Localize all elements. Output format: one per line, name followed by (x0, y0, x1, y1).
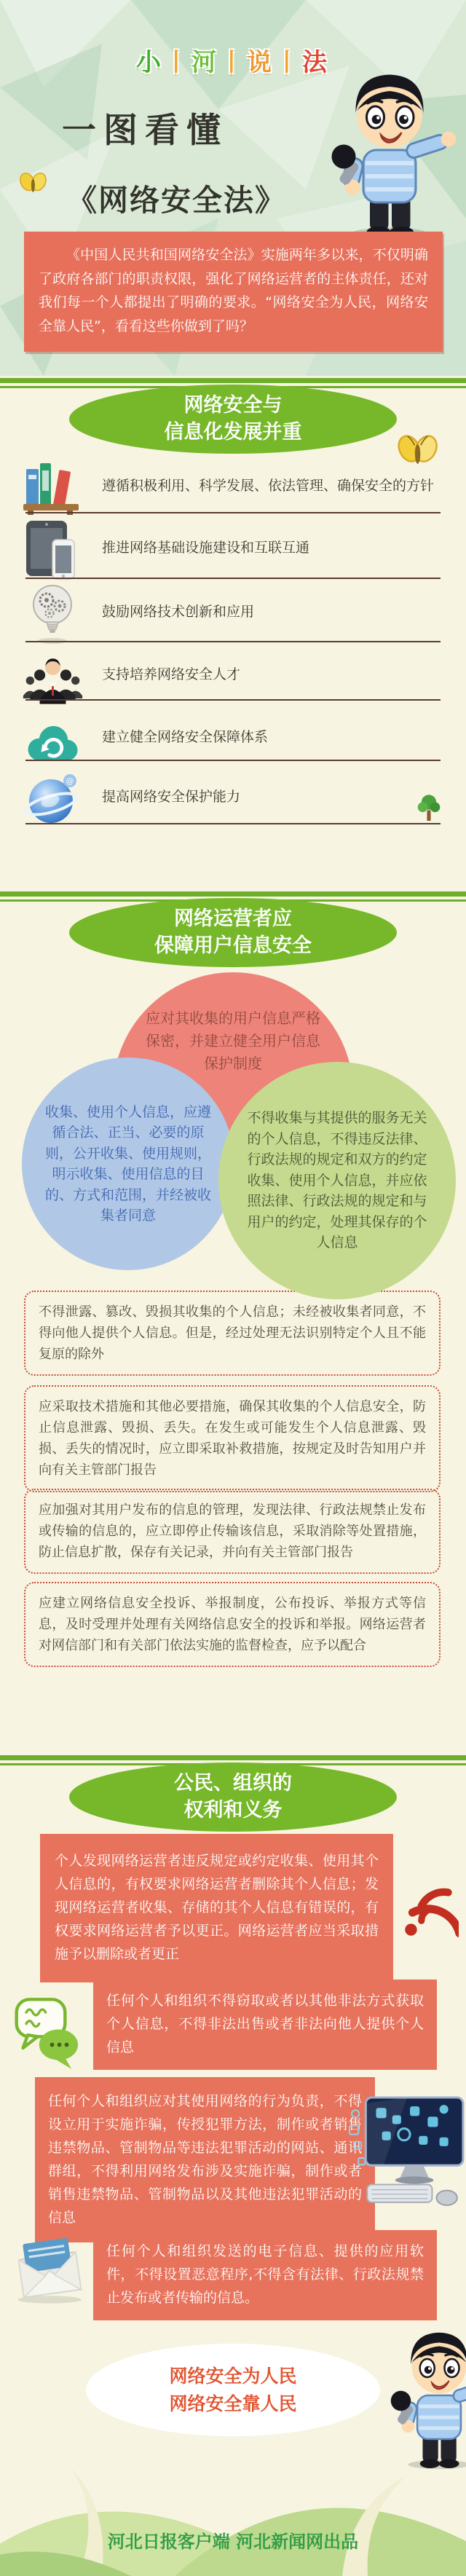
intro-paragraph-box (24, 232, 443, 352)
citizen-duty-box: 任何个人和组织不得窃取或者以其他非法方式获取个人信息，不得非法出售或者非法向他人提供个人信息 (93, 1980, 437, 2070)
divider (25, 823, 441, 824)
tree-icon (416, 794, 441, 823)
chat-bubbles-icon (12, 1994, 84, 2073)
divider (25, 512, 441, 513)
main-title-line2: 《网络安全法》 (67, 183, 286, 218)
circle-green-text: 不得收集与其提供的服务无关的个人信息，不得违反法律、行政法规的规定和双方的约定收集、使用个人信息，并应依照法律、行政法规的规定和与用户的约定，处理其保存的个人信息 (247, 1110, 427, 1251)
operator-rule-box: 不得泄露、篡改、毁损其收集的个人信息；未经被收集者同意，不得向他人提供个人信息。但是，经过处理无法识别特定个人且不能复原的除外 (24, 1291, 441, 1376)
section1-item-text: 遵循积极利用、科学发展、依法管理、确保安全的方针 (102, 478, 435, 495)
operator-duty-circle-blue (22, 1057, 234, 1270)
section2-title-line2: 保障用户信息安全 (154, 934, 312, 957)
operator-rule-box: 应采取技术措施和其他必要措施，确保其收集的个人信息安全，防止信息泄露、毁损、丢失。在发生或可能发生个人信息泄露、毁损、丢失的情况时，应立即采取补救措施，按规定及时告知用户并向有关主管部门报告 (24, 1385, 441, 1492)
operator-rule-box: 应加强对其用户发布的信息的管理，发现法律、行政法规禁止发布或传输的信息的，应立即停止传输该信息，采取消除等处置措施，防止信息扩散，保存有关记录，并向有关主管部门报告 (24, 1489, 441, 1574)
main-title-line1: 一图看懂 (62, 111, 228, 151)
section1-item-text: 鼓励网络技术创新和应用 (102, 604, 255, 621)
section3-header (69, 1762, 397, 1832)
section1-item-text: 提高网络安全保护能力 (102, 789, 241, 806)
envelope-icon (12, 2234, 87, 2304)
section-divider (0, 1755, 466, 1760)
badge-char: 河 (191, 48, 219, 77)
section2-header (69, 898, 397, 967)
circle-blue-text: 收集、使用个人信息，应遵循合法、正当、必要的原则，公开收集、使用规则，明示收集、使用信息的目的、方式和范围，并经被收集者同意 (44, 1103, 211, 1224)
section1-title-line2: 信息化发展并重 (164, 420, 302, 444)
operator-rule-box: 应建立网络信息安全投诉、举报制度，公布投诉、举报方式等信息，及时受理并处理有关网络信息安全的投诉和举报。网络运营者对网信部门和有关部门依法实施的监督检查，应予以配合 (24, 1582, 441, 1667)
section1-item-text: 支持培养网络安全人才 (102, 666, 241, 683)
svg-text:@: @ (66, 776, 74, 786)
divider (25, 760, 441, 761)
bulb-icon (22, 583, 84, 645)
intro-text: 《中国人民共和国网络安全法》实施两年多以来，不仅明确了政府各部门的职责权限，强化了网络运营者的主体责任，还对我们每一个人都提出了明确的要求。“网络安全为人民，网络安全靠人民”，看看这些你做到了吗？ (39, 247, 428, 335)
section1-item-text: 建立健全网络安全保障体系 (102, 729, 269, 746)
badge-separator: 丨 (164, 48, 191, 77)
section1-title-line1: 网络安全与 (183, 394, 283, 417)
slogan-line2: 网络安全靠人民 (169, 2392, 297, 2414)
computer-illustration (348, 2096, 466, 2213)
section1-item-text: 推进网络基础设施建设和互联互通 (102, 540, 310, 556)
circle-red-text: 应对其收集的用户信息严格保密，并建立健全用户信息保护制度 (146, 1009, 320, 1072)
devices-icon (22, 519, 84, 581)
badge-separator: 丨 (219, 48, 247, 77)
badge-separator: 丨 (275, 48, 302, 77)
people-icon (22, 650, 84, 712)
section-divider (0, 378, 466, 383)
slogan-bubble (86, 2344, 380, 2436)
divider (25, 699, 441, 701)
section3-title-line1: 公民、组织的 (174, 1772, 292, 1795)
books-icon (22, 456, 84, 518)
citizen-duty-box: 任何个人和组织发送的电子信息、提供的应用软件，不得设置恶意程序,不得含有法律、行政法规禁止发布或者传输的信息。 (93, 2230, 437, 2320)
badge-char: 说 (247, 48, 275, 77)
wifi-signal-icon (399, 1878, 459, 1943)
section1-header (69, 385, 397, 454)
section3-title-line2: 权利和义务 (183, 1798, 283, 1821)
section2-title-line1: 网络运营者应 (174, 907, 292, 931)
divider (25, 641, 441, 642)
publisher-credit: 河北日报客户端 河北新闻网出品 (107, 2532, 359, 2552)
cloud-icon (22, 712, 84, 774)
badge-char: 小 (136, 48, 164, 77)
divider (25, 578, 441, 579)
citizen-right-box: 个人发现网络运营者违反规定或约定收集、使用其个人信息的，有权要求网络运营者删除其个人信息；发现网络运营者收集、存储的其个人信息有错误的，有权要求网络运营者予以更正。网络运营者应当采取措施予以删除或者更正 (40, 1834, 393, 1982)
citizen-duty-box: 任何个人和组织应对其使用网络的行为负责，不得设立用于实施诈骗，传授犯罪方法，制作或者销售违禁物品、管制物品等违法犯罪活动的网站、通讯群组，不得利用网络发布涉及实施诈骗，制作或者销售违禁物品、管制物品以及其他违法犯罪活动的信息 (35, 2077, 375, 2242)
reporter-boy-illustration (320, 67, 459, 242)
badge-char: 法 (302, 48, 330, 77)
slogan-line1: 网络安全为人民 (169, 2366, 297, 2387)
operator-duty-circle-green (218, 1062, 456, 1299)
section-divider (0, 891, 466, 897)
reporter-boy-illustration (384, 2315, 466, 2484)
butterfly-icon (19, 172, 47, 197)
